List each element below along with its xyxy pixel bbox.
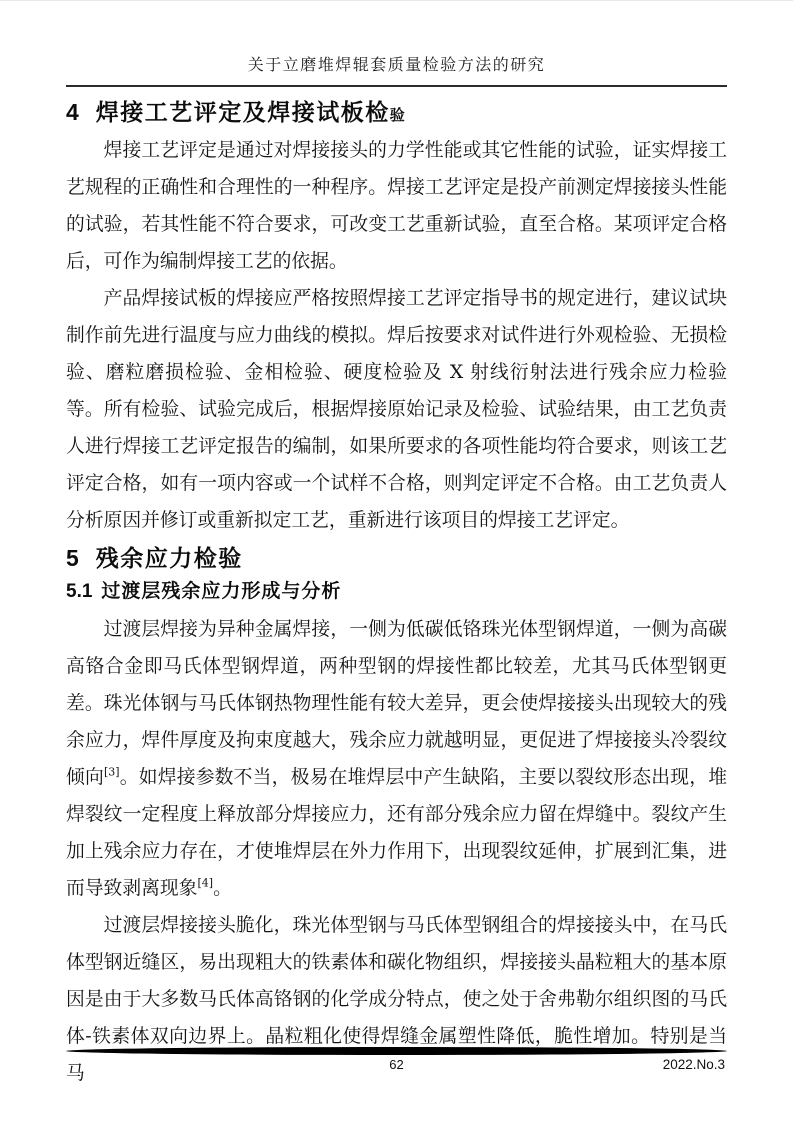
section-5-heading — [66, 544, 727, 572]
paragraph-text: 。如焊接参数不当，极易在堆焊层中产生缺陷，主要以裂纹形态出现，堆焊裂纹一定程度上释放部分焊接应力，还有部分残余应力留在焊缝中。裂纹产生加上残余应力存在，才使堆焊层在外力作用下，出现裂纹延伸，扩展到汇集，进而导致剥离现象 — [66, 767, 728, 899]
article-body — [66, 98, 727, 1092]
section-5-1-heading — [66, 579, 727, 605]
section-4 — [66, 98, 727, 539]
section-5-1-title: 过渡层残余应力形成与分析 — [101, 581, 342, 602]
citation-ref-3: [3] — [103, 765, 120, 779]
scan-edge-artifact — [0, 0, 793, 1]
paragraph-transition-layer-stress — [66, 611, 727, 907]
paragraph-weld-procedure-qualification: 焊接工艺评定是通过对焊接接头的力学性能或其它性能的试验，证实焊接工艺规程的正确性和合理性的一种程序。焊接工艺评定是投产前测定焊接接头性能的试验，若其性能不符合要求，可改变工艺重新试验，直至合格。某项评定合格后，可作为编制焊接工艺的依据。 — [66, 140, 727, 272]
footer-row — [66, 1056, 727, 1074]
paragraph-joint-embrittlement: 过渡层焊接接头脆化，珠光体型钢与马氏体型钢组合的焊接接头中，在马氏体型钢近缝区，易出现粗大的铁素体和碳化物组织，焊接接头晶粒粗大的基本原因是由于大多数马氏体高铬钢的化学成分特点，使之处于舍弗勒尔组织图的马氏体-铁素体双向边界上。晶粒粗化使得焊缝金属塑性降低，脆性增加。特别是当马 — [66, 915, 727, 1084]
section-5-1-number: 5.1 — [66, 581, 93, 602]
citation-ref-4: [4] — [197, 876, 214, 890]
page-footer — [66, 1047, 727, 1074]
section-4-number: 4 — [66, 99, 79, 125]
paragraph-text: 过渡层焊接为异种金属焊接，一侧为低碳低铬珠光体型钢焊道，一侧为高碳高铬合金即马氏体型钢焊道，两种型钢的焊接性都比较差，尤其马氏体型钢更差。珠光体钢与马氏体钢热物理性能有较大差异，更会使焊接接头出现较大的残余应力，焊件厚度及拘束度越大，残余应力就越明显，更促进了焊接接头冷裂纹倾向 — [66, 619, 727, 788]
header-rule — [66, 85, 727, 87]
paragraph-text: 。 — [213, 878, 232, 899]
section-4-title: 焊接工艺评定及焊接试板检 — [95, 99, 390, 125]
journal-issue-label: 2022.No.3 — [662, 1057, 725, 1072]
section-4-heading — [66, 98, 727, 130]
section-5-title: 残余应力检验 — [95, 545, 243, 571]
footer-rule-bar — [66, 1047, 727, 1055]
paragraph-test-plate-inspection: 产品焊接试板的焊接应严格按照焊接工艺评定指导书的规定进行，建议试块制作前先进行温度与应力曲线的模拟。焊后按要求对试件进行外观检验、无损检验、磨粒磨损检验、金相检验、硬度检验及 X 射线衍射法进行残余应力检验等。所有检验、试验完成后，根据焊接原始记录及检验、试验结果，由工艺负责人进行焊接工艺评定报告的编制，如果所要求的各项性能均符合要求，则该工艺评定合格，如有一项内容或一个试样不合格，则判定评定不合格。由工艺负责人分析原因并修订或重新拟定工艺，重新进行该项目的焊接工艺评定。 — [66, 288, 727, 531]
section-5-number: 5 — [66, 545, 79, 571]
page-number: 62 — [389, 1057, 404, 1072]
section-5 — [66, 544, 727, 1092]
running-head-title: 关于立磨堆焊辊套质量检验方法的研究 — [247, 55, 546, 74]
section-4-title-tail: 验 — [389, 107, 405, 124]
